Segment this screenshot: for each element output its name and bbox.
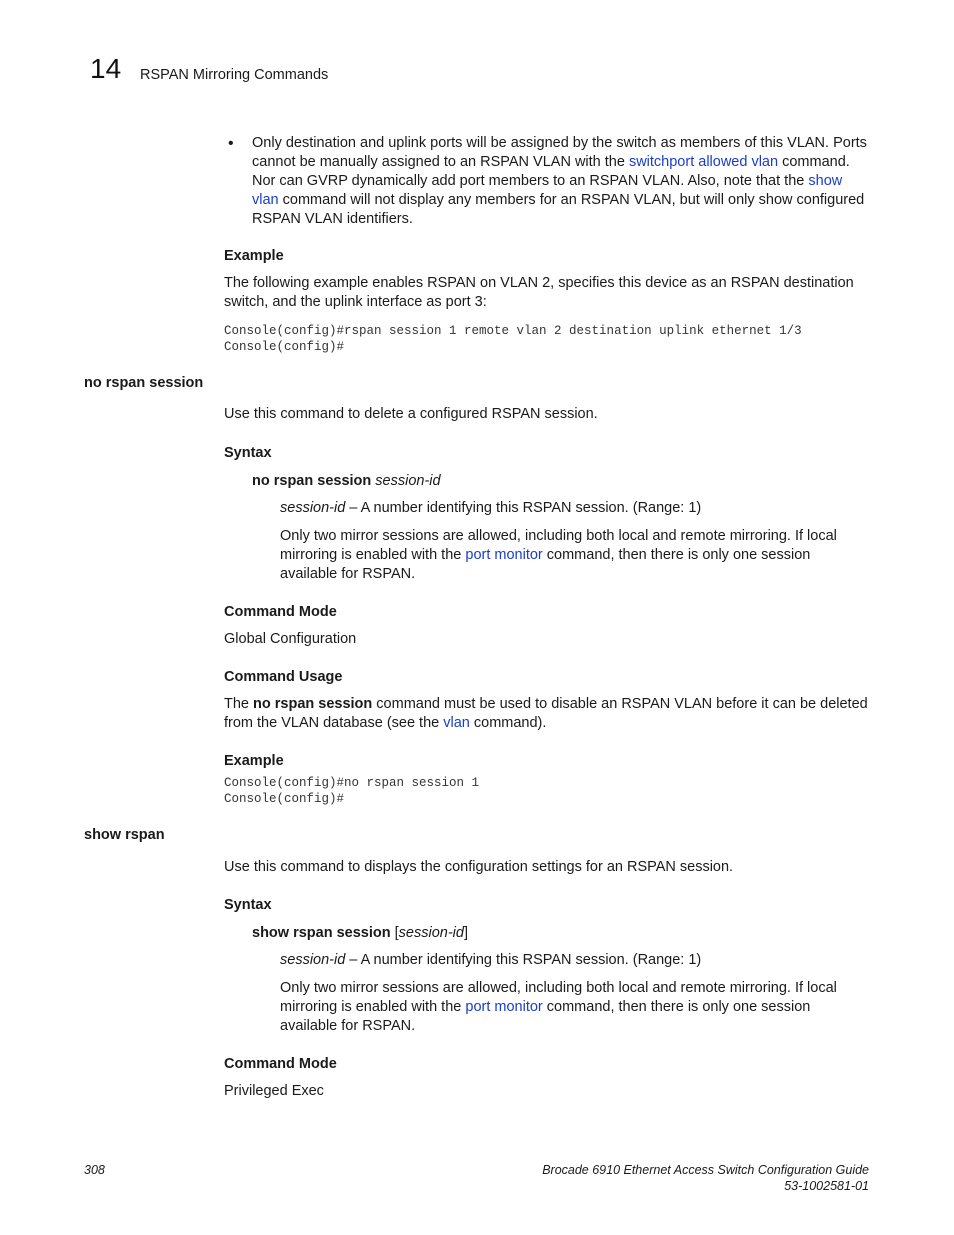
example-heading: Example (224, 248, 284, 264)
code-line: Console(config)# (224, 340, 345, 354)
syntax-line: no rspan session session-id (252, 473, 441, 489)
bullet-dot: • (228, 135, 234, 152)
syntax-heading: Syntax (224, 897, 272, 913)
vlan-link[interactable]: vlan (443, 715, 470, 731)
command-title-no-rspan-session: no rspan session (84, 375, 204, 391)
code-line: Console(config)#no rspan session 1 (224, 776, 480, 790)
command-mode-text: Privileged Exec (224, 1083, 324, 1099)
chapter-number: 14 (90, 53, 122, 84)
port-monitor-link[interactable]: port monitor (465, 547, 543, 563)
parameter-description: session-id – A number identifying this RSPAN session. (Range: 1) (280, 952, 702, 968)
code-line: Console(config)# (224, 792, 345, 806)
page-number: 308 (84, 1163, 105, 1177)
command-title-show-rspan: show rspan (84, 827, 165, 843)
switchport-allowed-vlan-link[interactable]: switchport allowed vlan (628, 154, 779, 170)
chapter-title: RSPAN Mirroring Commands (140, 67, 329, 83)
parameter-description: session-id – A number identifying this RSPAN session. (Range: 1) (280, 500, 702, 516)
syntax-heading: Syntax (224, 445, 272, 461)
port-monitor-link[interactable]: port monitor (465, 999, 543, 1015)
footer-doc-info (542, 1162, 869, 1194)
command-mode-text: Global Configuration (224, 631, 357, 647)
bullet-paragraph: Only destination and uplink ports will be assigned by the switch as members of this VLAN. Ports cannot be manually assigned to an RSPAN VLAN with the switchport allowed vlan command. Nor can GVRP dynamically add port members to an RSPAN VLAN. Also, note that the show vlan command will not display any members for an RSPAN VLAN, but will only show configured RSPAN VLAN identifiers. (252, 135, 867, 227)
command-description: Use this command to delete a configured RSPAN session. (224, 406, 598, 422)
code-line: Console(config)#rspan session 1 remote vlan 2 destination uplink ethernet 1/3 (224, 324, 802, 338)
command-mode-heading: Command Mode (224, 1056, 337, 1072)
footer-doc-id: 53-1002581-01 (784, 1179, 869, 1193)
footer-doc-title: Brocade 6910 Ethernet Access Switch Configuration Guide (542, 1163, 869, 1177)
example-description: The following example enables RSPAN on VLAN 2, specifies this device as an RSPAN destination switch, and the uplink interface as port 3: (224, 275, 854, 310)
parameter-note: Only two mirror sessions are allowed, including both local and remote mirroring. If local mirroring is enabled with the port monitor command, then there is only one session available for RSPAN. (280, 980, 837, 1034)
parameter-note: Only two mirror sessions are allowed, including both local and remote mirroring. If local mirroring is enabled with the port monitor command, then there is only one session available for RSPAN. (280, 528, 837, 582)
example-heading: Example (224, 753, 284, 769)
command-description: Use this command to displays the configuration settings for an RSPAN session. (224, 859, 734, 875)
command-usage-heading: Command Usage (224, 669, 343, 685)
show-vlan-link[interactable]: show vlan (252, 173, 843, 208)
syntax-line: show rspan session [session-id] (252, 925, 468, 941)
command-mode-heading: Command Mode (224, 604, 337, 620)
command-usage-text: The no rspan session command must be used to disable an RSPAN VLAN before it can be deleted from the VLAN database (see the vlan command). (224, 696, 868, 731)
